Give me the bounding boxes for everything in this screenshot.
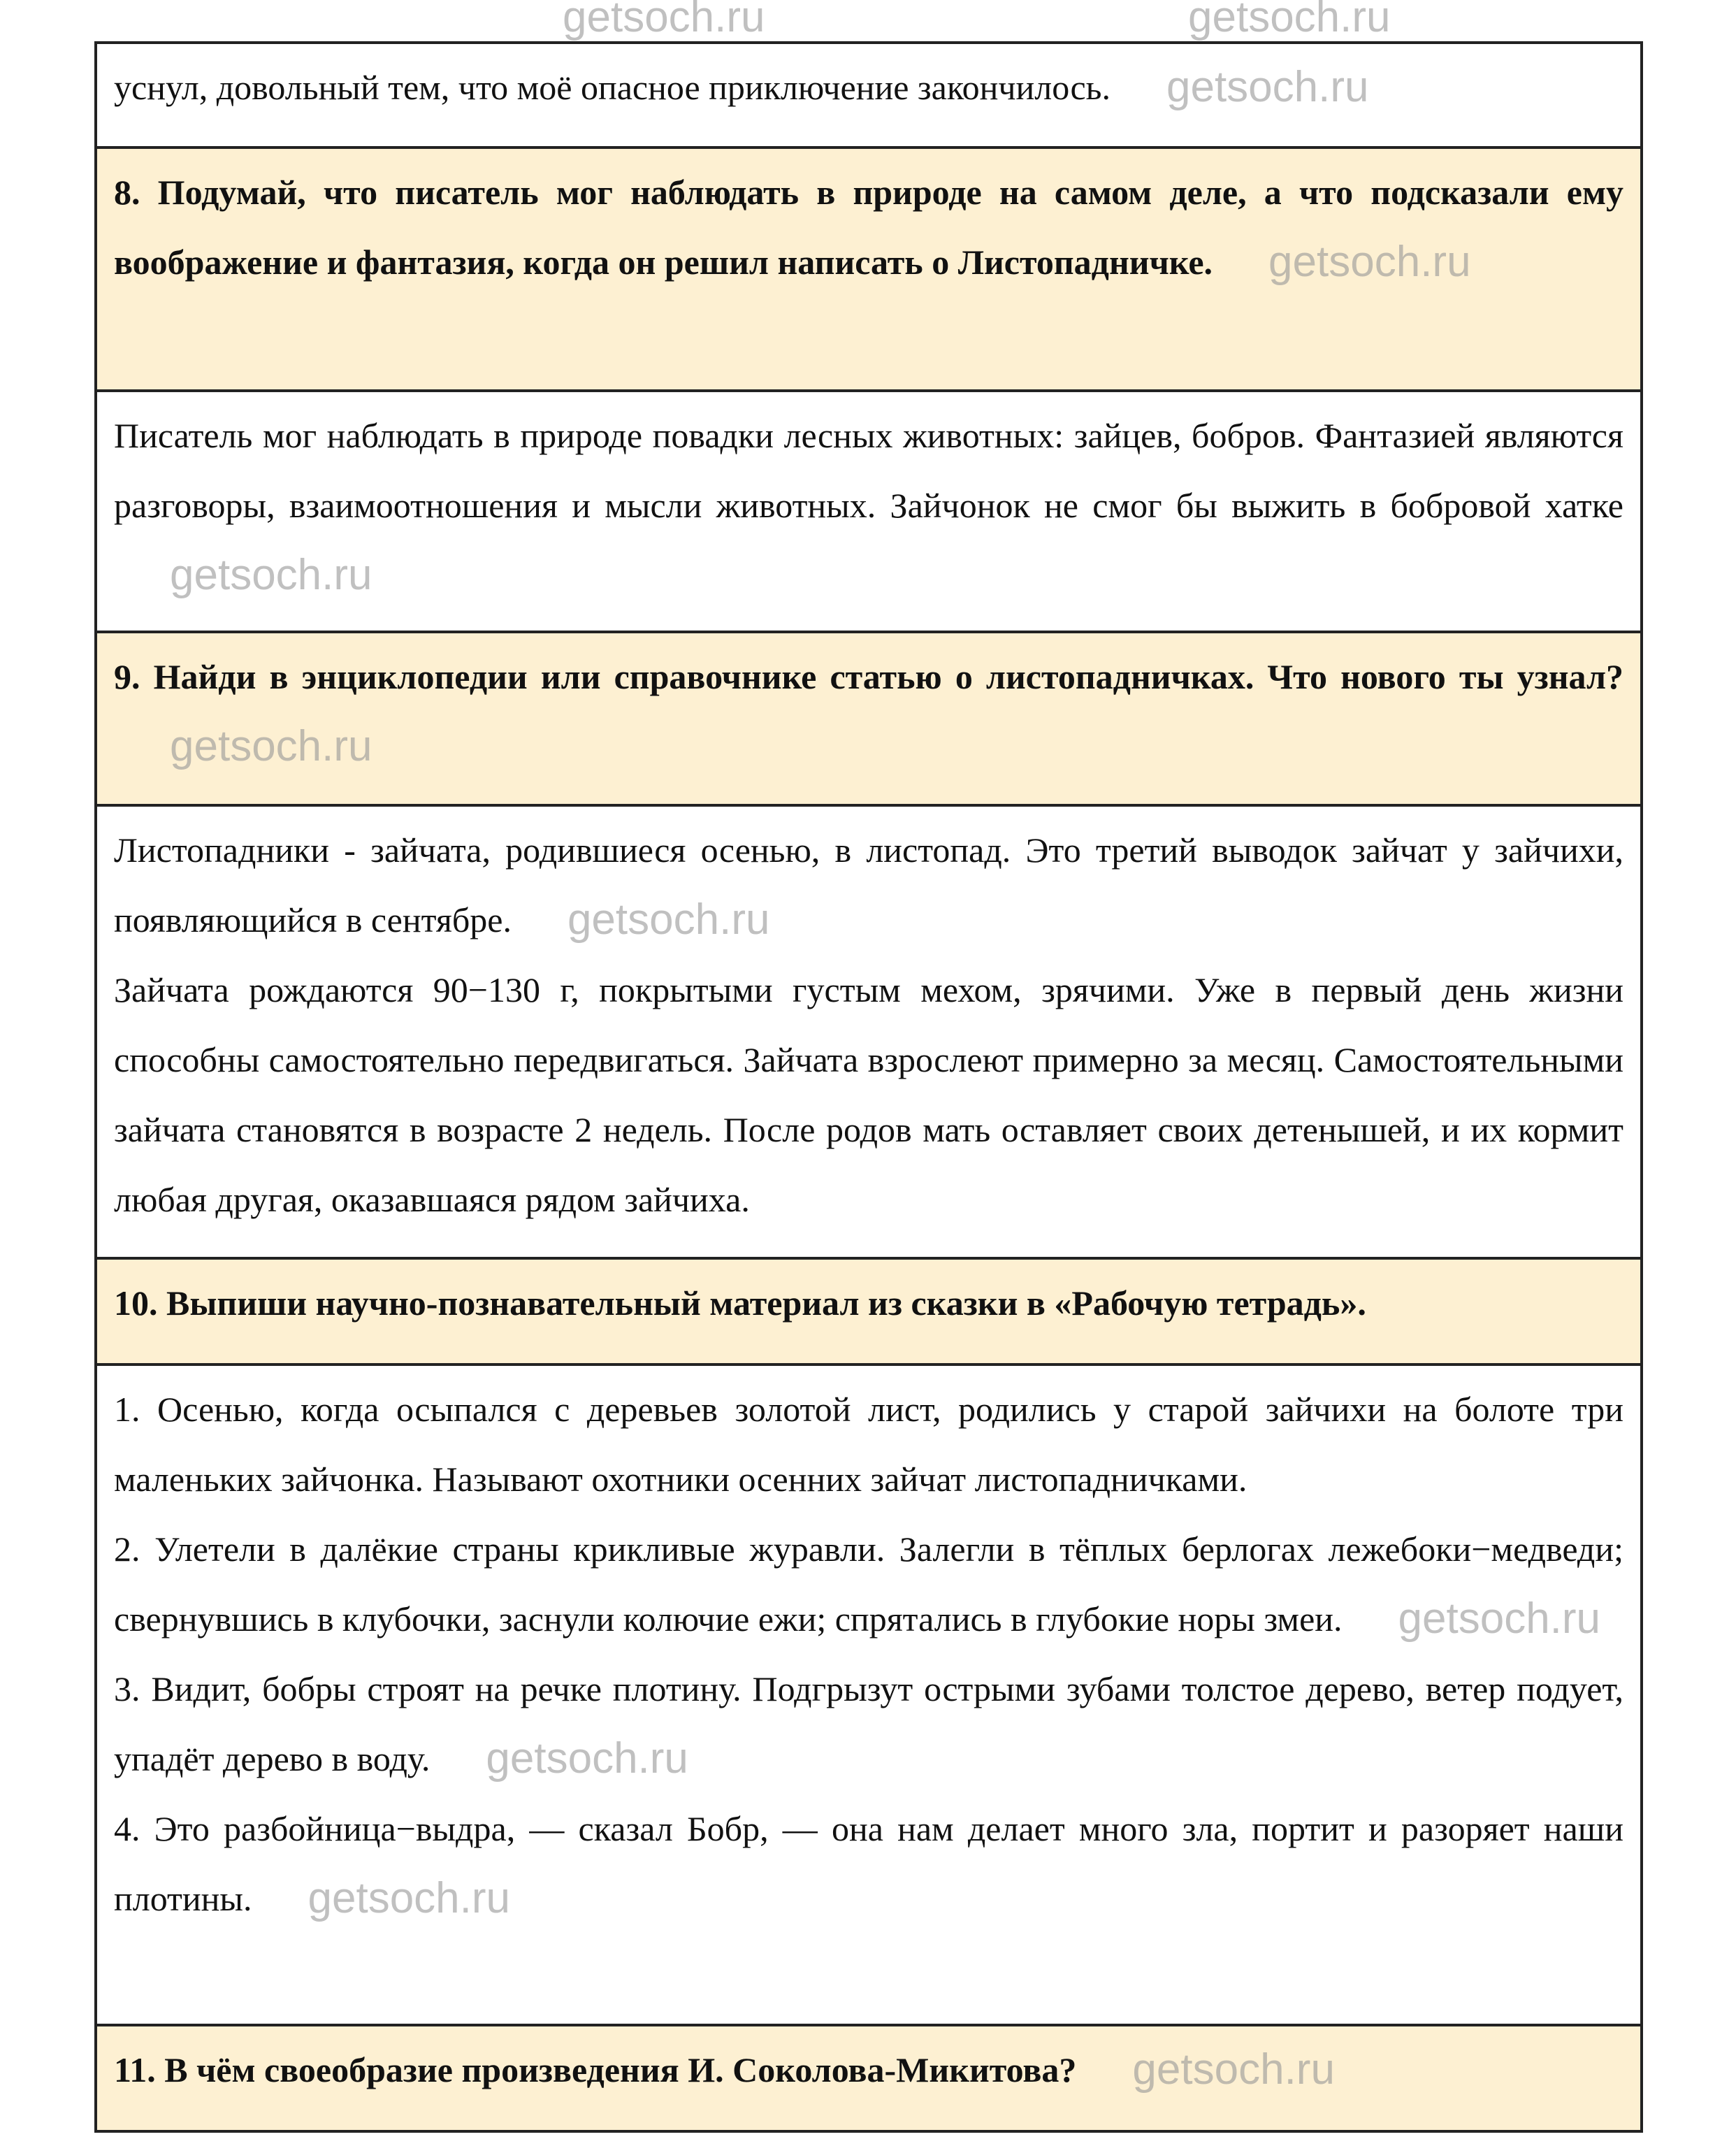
question-text: 9. Найди в энциклопедии или справочнике статью о листопадничках. Что нового ты узнал?: [114, 657, 1623, 696]
question-row-8: [97, 146, 1640, 389]
watermark: getsoch.ru: [1166, 63, 1369, 111]
watermark: getsoch.ru: [1268, 238, 1471, 286]
answer-text: 1. Осенью, когда осыпался с деревьев золотой лист, родились у старой зайчихи на болоте три маленьких зайчонка. Называют охотники осенних зайчат листопадничками.: [114, 1390, 1623, 1499]
question-row-11: [97, 2024, 1640, 2130]
answer-text: Писатель мог наблюдать в природе повадки лесных животных: зайцев, бобров. Фантазией являются разговоры, взаимоотношения и мысли животных. Зайчонок не смог бы выжить в бобровой хатке: [114, 416, 1623, 525]
answer-text: Листопадники - зайчата, родившиеся осенью, в листопад. Это третий выводок зайчат у зайчихи, появляющийся в сентябре.: [114, 830, 1623, 939]
question-text: 10. Выпиши научно-познавательный материал из сказки в «Рабочую тетрадь».: [114, 1283, 1366, 1323]
answer-row-9: [97, 804, 1640, 1257]
question-row-10: [97, 1257, 1640, 1363]
qa-table: [94, 41, 1643, 2133]
answer-text: Зайчата рождаются 90−130 г, покрытыми густым мехом, зрячими. Уже в первый день жизни способны самостоятельно передвигаться. Зайчата взрослеют примерно за месяц. Самостоятельными зайчата становятся в возрасте 2 недель. После родов мать оставляет своих детенышей, и их кормит любая другая, оказавшаяся рядом зайчиха.: [114, 970, 1623, 1219]
watermark: getsoch.ru: [1132, 2045, 1335, 2094]
watermark: getsoch.ru: [170, 551, 372, 599]
watermark: getsoch.ru: [486, 1734, 688, 1783]
answer-row-10: [97, 1363, 1640, 2024]
answer-text: 2. Улетели в далёкие страны крикливые журавли. Залегли в тёплых берлогах лежебоки−медведи; свернувшись в клубочки, заснули колючие ежи; спрятались в глубокие норы змеи.: [114, 1529, 1623, 1639]
watermark: getsoch.ru: [308, 1874, 511, 1922]
watermark: getsoch.ru: [1188, 0, 1391, 41]
answer-text: 3. Видит, бобры строят на речке плотину. Подгрызут острыми зубами толстое дерево, ветер подует, упадёт дерево в воду.: [114, 1669, 1623, 1778]
question-text: 11. В чём своеобразие произведения И. Соколова-Микитова?: [114, 2050, 1077, 2089]
answer-row-7: [97, 44, 1640, 146]
answer-row-8: [97, 389, 1640, 631]
question-text: 8. Подумай, что писатель мог наблюдать в природе на самом деле, а что подсказали ему воображение и фантазия, когда он решил написать о Листопадничке.: [114, 173, 1623, 282]
watermark: getsoch.ru: [563, 0, 765, 41]
answer-text: уснул, довольный тем, что моё опасное приключение закончилось.: [114, 68, 1111, 107]
watermark: getsoch.ru: [170, 722, 372, 770]
answer-text: 4. Это разбойница−выдра, — сказал Бобр, — она нам делает много зла, портит и разоряет наши плотины.: [114, 1809, 1623, 1918]
watermark: getsoch.ru: [1398, 1594, 1601, 1643]
question-row-9: [97, 631, 1640, 804]
watermark: getsoch.ru: [567, 895, 770, 944]
